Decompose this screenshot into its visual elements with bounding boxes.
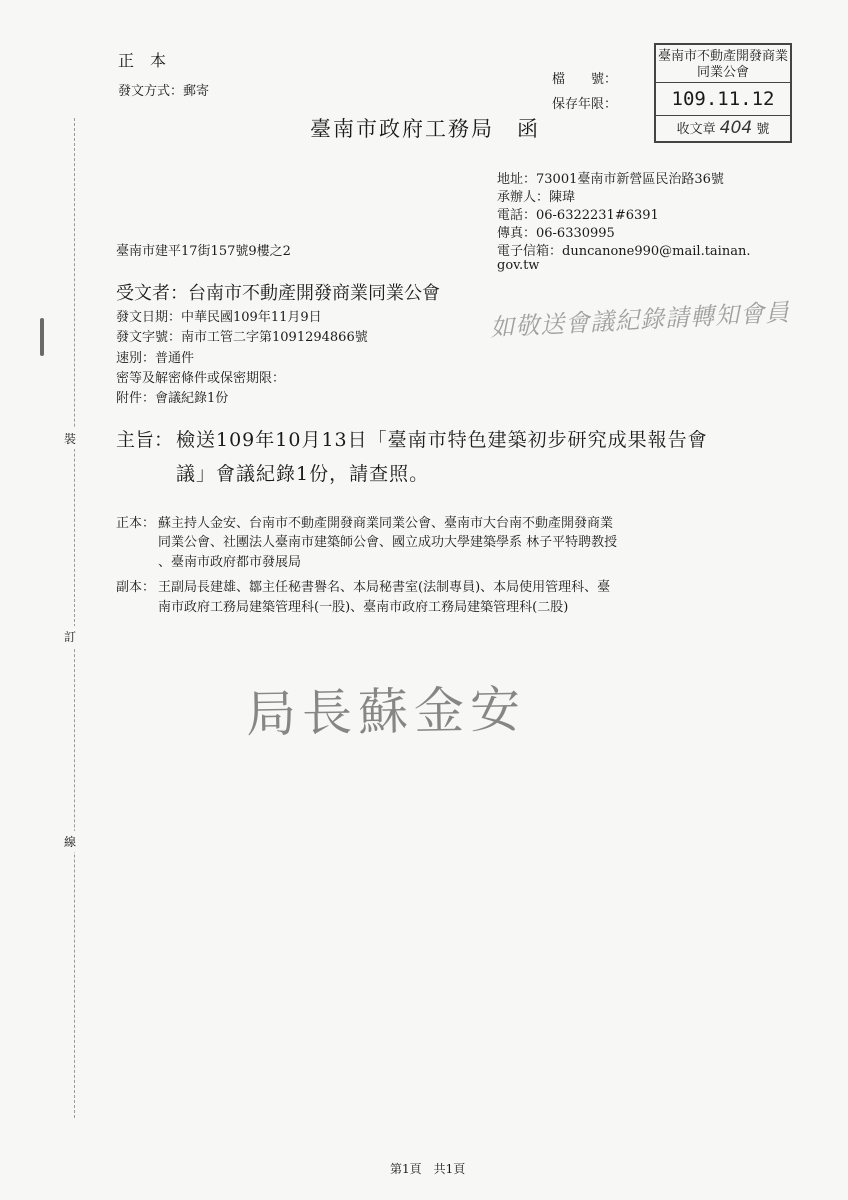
handwritten-note: 如敬送會議紀錄請轉知會員 <box>489 298 791 342</box>
recipient-address: 臺南市建平17街157號9樓之2 <box>116 244 291 259</box>
copy-type: 正 本 <box>118 51 167 70</box>
copies-line-2: 南市政府工務局建築管理科(一股)、臺南市政府工務局建築管理科(二股) <box>158 600 569 615</box>
contact-address: 地址：73001臺南市新營區民治路36號 <box>497 172 724 187</box>
binding-char-xian: 線 <box>64 831 76 852</box>
director-signature: 局長蘇金安 <box>245 680 527 744</box>
original-recipients-line-1: 蘇主持人金安、台南市不動產開發商業同業公會、臺南市大台南不動產開發商業 <box>158 516 614 531</box>
original-recipients-line-3: 、臺南市政府都市發展局 <box>158 555 302 570</box>
binding-margin-mark <box>40 318 44 356</box>
binding-margin-line <box>74 118 75 1118</box>
stamp-no-suffix: 號 <box>756 122 770 137</box>
secrecy-level: 密等及解密條件或保密期限： <box>116 371 286 386</box>
send-method: 發文方式：郵寄 <box>118 84 210 99</box>
subject-label: 主旨： <box>116 429 174 451</box>
contact-phone: 電話：06-6322231#6391 <box>497 208 659 223</box>
subject-line-1: 檢送109年10月13日「臺南市特色建築初步研究成果報告會 <box>176 429 708 451</box>
document-title: 臺南市政府工務局 函 <box>310 117 540 141</box>
stamp-received-number <box>656 115 790 141</box>
contact-email: 電子信箱：duncanone990@mail.tainan. <box>497 244 751 259</box>
delivery-speed: 速別：普通件 <box>116 351 195 366</box>
stamp-received-no: 404 <box>719 118 753 138</box>
copies-line-1: 王副局長建雄、鄒主任秘書譽名、本局秘書室(法制專員)、本局使用管理科、臺 <box>158 580 611 595</box>
recipient: 受文者：台南市不動產開發商業同業公會 <box>116 283 440 304</box>
retention-label: 保存年限： <box>552 97 618 112</box>
stamp-org: 臺南市不動產開發商業同業公會 <box>656 47 790 83</box>
document-number: 發文字號：南市工管二字第1091294866號 <box>116 330 368 345</box>
original-recipients-label: 正本： <box>116 516 156 531</box>
subject-line-2: 議」會議紀錄1份，請查照。 <box>176 463 430 485</box>
page-footer: 第1頁 共1頁 <box>390 1162 466 1176</box>
contact-email-cont: gov.tw <box>497 258 540 273</box>
file-number-label: 檔 號： <box>552 72 618 87</box>
binding-char-zhuang: 裝 <box>64 428 76 449</box>
stamp-received-label: 收文章 <box>676 122 716 137</box>
original-recipients-line-2: 同業公會、社團法人臺南市建築師公會、國立成功大學建築學系 林子平特聘教授 <box>158 535 618 550</box>
issue-date: 發文日期：中華民國109年11月9日 <box>116 310 322 325</box>
received-stamp <box>654 43 792 143</box>
contact-fax: 傳真：06-6330995 <box>497 226 615 241</box>
stamp-date: 109.11.12 <box>656 83 790 116</box>
attachment: 附件：會議紀錄1份 <box>116 391 229 406</box>
copies-label: 副本： <box>116 580 156 595</box>
binding-char-ding: 訂 <box>64 626 76 647</box>
contact-officer: 承辦人：陳瑋 <box>497 190 576 205</box>
